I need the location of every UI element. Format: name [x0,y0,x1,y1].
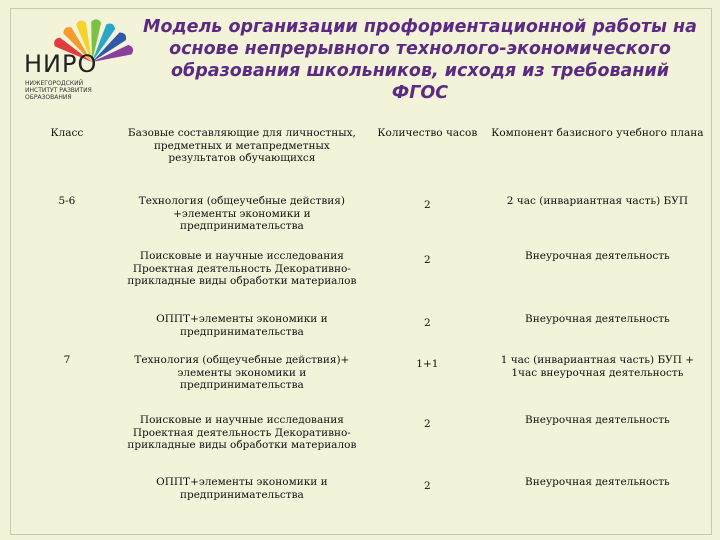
component-cell: Поисковые и научные исследования Проектная деятельность Декоративно-прикладные виды обработки материалов [127,414,357,451]
table-header-row [18,125,708,193]
hours-cell: 1+1 [416,358,439,370]
table-row [18,474,708,519]
grade-cell: 5-6 [58,195,76,207]
table-row [18,311,708,352]
table-row [18,248,708,311]
grade-cell [18,412,116,474]
curriculum-table [18,125,708,519]
table-row [18,352,708,412]
header-grade: Класс [50,127,84,139]
component-cell: ОППТ+элементы экономики и предпринимательства [156,476,328,501]
hours-cell: 2 [424,480,431,492]
component-cell: Технология (общеучебные действия) +элементы экономики и предпринимательства [138,195,345,232]
logo-subtitle: НИЖЕГОРОДСКИЙ ИНСТИТУТ РАЗВИТИЯ ОБРАЗОВАНИЯ [25,80,92,101]
plan-cell: 2 час (инвариантная часть) БУП [506,195,688,207]
table-row [18,193,708,248]
header-component: Базовые составляющие для личностных, предметных и метапредметных результатов обучающихся [127,127,356,164]
grade-cell [18,248,116,311]
component-cell: ОППТ+элементы экономики и предпринимательства [156,313,328,338]
hours-cell: 2 [424,254,431,266]
header-hours: Количество часов [377,127,478,139]
slide-title: Модель организации профориентационной работы на основе непрерывного технолого-экономического образования школьников, исходя из требований ФГОС [143,17,697,103]
grade-cell [18,474,116,519]
header-plan: Компонент базисного учебного плана [491,127,704,139]
table-row [18,412,708,474]
hours-cell: 2 [424,317,431,329]
hours-cell: 2 [424,199,431,211]
hours-cell: 2 [424,418,431,430]
plan-cell: Внеурочная деятельность [525,476,670,488]
plan-cell: Внеурочная деятельность [525,414,670,426]
plan-cell: Внеурочная деятельность [525,250,670,262]
grade-cell: 7 [63,354,71,366]
plan-cell: Внеурочная деятельность [525,313,670,325]
grade-cell [18,311,116,352]
logo-name: НИРО [24,50,98,78]
component-cell: Поисковые и научные исследования Проектная деятельность Декоративно-прикладные виды обработки материалов [127,250,357,287]
component-cell: Технология (общеучебные действия)+ элементы экономики и предпринимательства [134,354,350,391]
plan-cell: 1 час (инвариантная часть) БУП + 1час внеурочная деятельность [500,354,695,379]
